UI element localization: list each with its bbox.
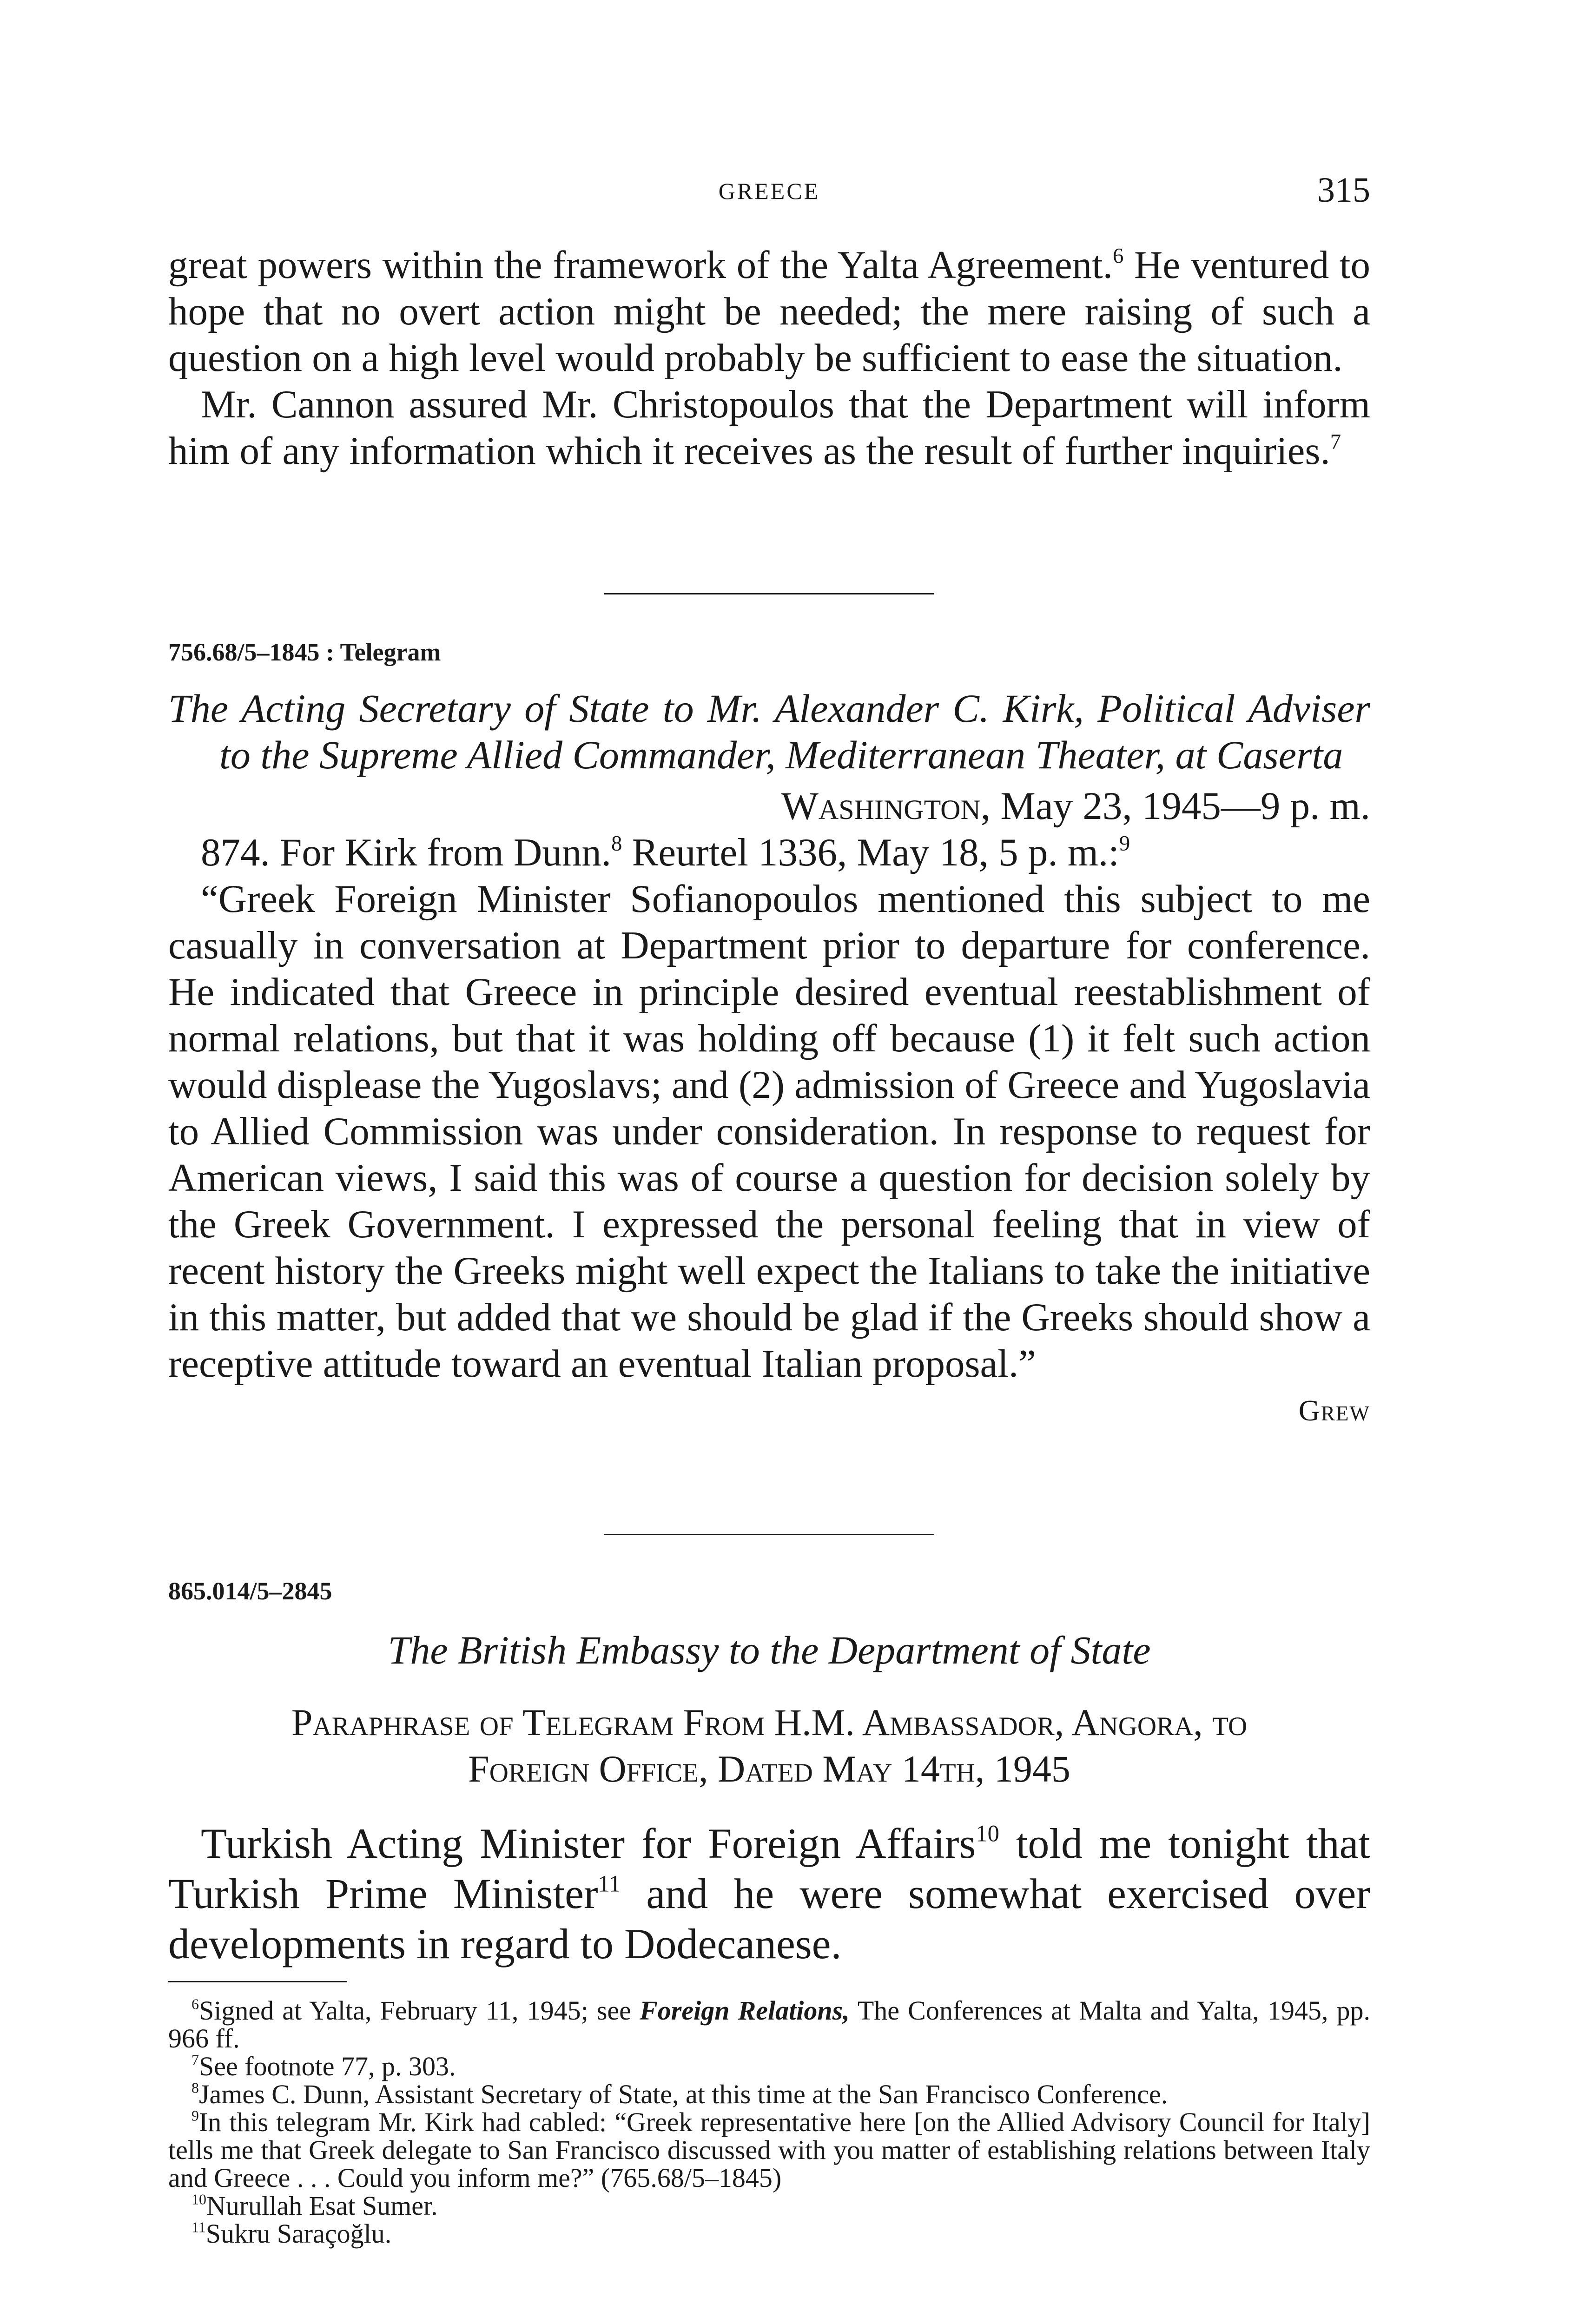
paragraph-text: Turkish Acting Minister for Foreign Affairs: [201, 1820, 976, 1867]
section-divider: [604, 593, 934, 594]
footnote-text: In this telegram Mr. Kirk had cabled: “Greek representative here [on the Allied Advisory Council for Italy] tells me that Greek delegate to San Francisco discussed with you matter of establishing relations between Italy and Greece . . . Could you inform me?” (765.68/5–1845): [168, 2107, 1370, 2193]
place: Washington: [781, 784, 981, 828]
footnote-number: 7: [192, 2052, 199, 2068]
footnote: [168, 1997, 1370, 2053]
footnote-ref: 7: [1330, 429, 1341, 454]
footnote: [168, 2192, 1370, 2220]
footnote-text: Signed at Yalta, February 11, 1945; see: [198, 1995, 640, 2026]
footnote-text: James C. Dunn, Assistant Secretary of State, at this time at the San Francisco Conference.: [198, 2079, 1168, 2109]
section-divider: [604, 1534, 934, 1535]
paragraph: [168, 242, 1370, 381]
paragraph-text: and he were somewhat exercised over developments in regard to Dodecanese.: [168, 1870, 1371, 1967]
paragraph-text: 874. For Kirk from Dunn.: [201, 831, 611, 874]
continued-section: [168, 242, 1370, 474]
footnote: [168, 2220, 1370, 2248]
paraphrase-heading: [168, 1699, 1370, 1792]
paragraph: [168, 381, 1370, 474]
running-head: GREECE: [718, 178, 820, 204]
page-header: [168, 171, 1370, 210]
footnote-number: 6: [192, 1996, 199, 2013]
footnotes: [168, 1997, 1370, 2248]
telegram-quote: “Greek Foreign Minister Sofianopoulos mentioned this subject to me casually in conversation at Department prior to departure for conference. He indicated that Greece in principle desired eventual reestablishment of normal relations, but that it was holding off because (1) it felt such action would displease the Yugoslavs; and (2) admission of Greece and Yugoslavia to Allied Commission was under consideration. In response to request for American views, I said this was of course a question for decision solely by the Greek Government. I expressed the personal feeling that in view of recent history the Greeks might well expect the Italians to take the initiative in this matter, but added that we should be glad if the Greeks should show a receptive attitude toward an eventual Italian proposal.”: [168, 877, 1370, 1386]
paragraph: [168, 829, 1370, 876]
footnote-text: Sukru Saraçoğlu.: [205, 2218, 392, 2249]
place-date-line: [168, 783, 1370, 829]
paragraph-text: Mr. Cannon assured Mr. Christopoulos that the Department will inform him of any information which it receives as the result of further inquiries.: [168, 383, 1370, 473]
document-title: The British Embassy to the Department of State: [388, 1628, 1151, 1672]
file-number: 865.014/5–2845: [168, 1577, 332, 1605]
paragraph-text: told me tonight that Turkish Prime Minister: [168, 1820, 1370, 1917]
footnote-number: 9: [192, 2107, 199, 2124]
footnote-text: The Conferences at Malta and Yalta, 1945, pp. 966 ff.: [168, 1995, 1370, 2053]
paragraph-text: great powers within the framework of the Yalta Agreement.: [168, 243, 1113, 287]
date: , May 23, 1945—9 p. m.: [980, 784, 1370, 828]
paraphrase-line: Paraphrase of Telegram From H.M. Ambassador, Angora, to: [291, 1701, 1248, 1743]
footnote-ref: 11: [598, 1870, 621, 1897]
footnote-text: Foreign Relations,: [640, 1995, 850, 2026]
footnote-ref: 10: [976, 1820, 999, 1847]
footnote-ref: 8: [611, 831, 622, 856]
paraphrase-line: Foreign Office, Dated May 14th, 1945: [468, 1748, 1070, 1790]
telegram-section: [168, 638, 1370, 1428]
document-title: The Acting Secretary of State to Mr. Alexander C. Kirk, Political Adviser to the Supreme Allied Commander, Mediterranean Theater, at Caserta: [168, 686, 1370, 777]
file-number: 756.68/5–1845 : Telegram: [168, 638, 441, 666]
footnote-ref: 9: [1119, 831, 1130, 856]
footnote-number: 11: [192, 2219, 206, 2236]
paragraph: [168, 1818, 1370, 1969]
footnote-text: Nurullah Esat Sumer.: [206, 2191, 438, 2221]
signature: Grew: [1298, 1394, 1370, 1427]
footnote: [168, 2080, 1370, 2108]
footnote-ref: 6: [1112, 244, 1124, 268]
footnote-number: 10: [192, 2191, 206, 2208]
footnote-number: 8: [192, 2080, 199, 2096]
footnote: [168, 2053, 1370, 2080]
embassy-section: [168, 1577, 1370, 1969]
paragraph-text: He ventured to hope that no overt action might be needed; the mere raising of such a question on a high level would probably be sufficient to ease the situation.: [168, 243, 1370, 380]
paragraph-text: Reurtel 1336, May 18, 5 p. m.:: [622, 831, 1119, 874]
footnote: [168, 2108, 1370, 2192]
page-number: 315: [1317, 171, 1370, 210]
footnote-divider: [168, 1981, 347, 1982]
footnote-text: See footnote 77, p. 303.: [198, 2051, 456, 2081]
